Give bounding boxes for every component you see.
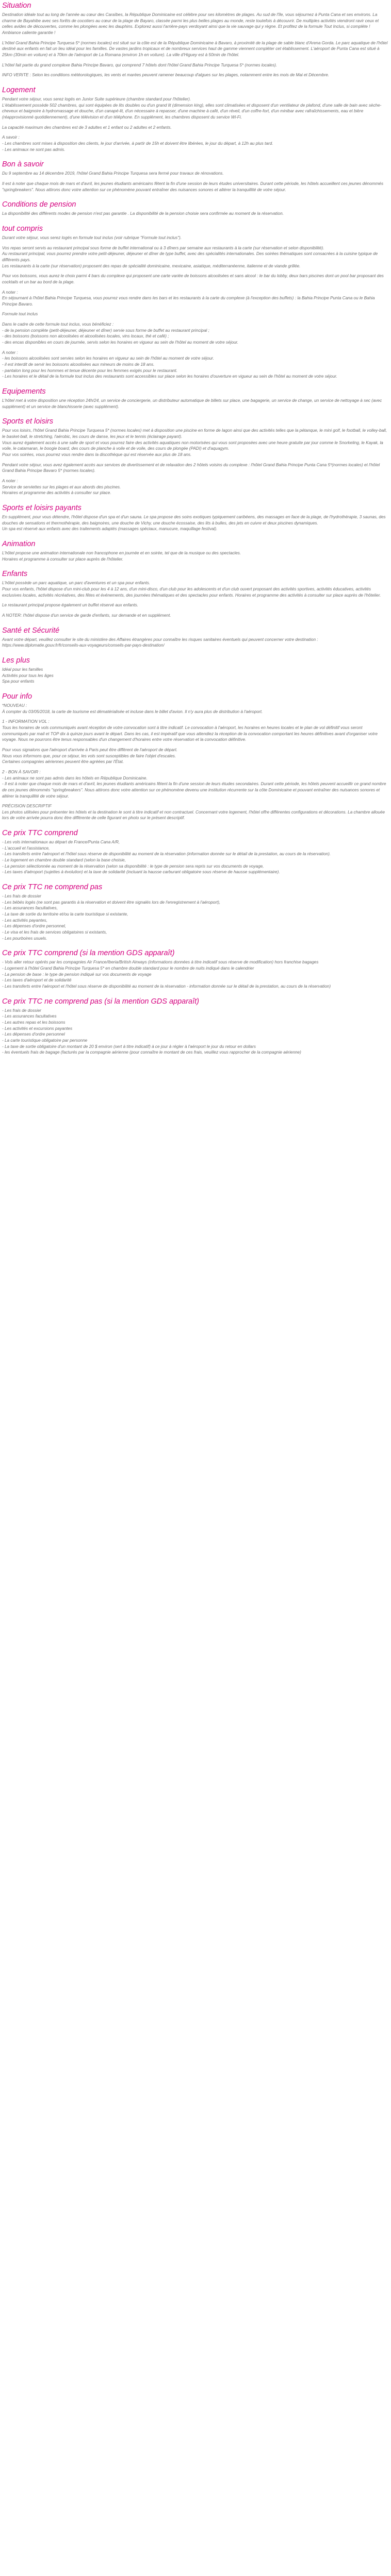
section-paragraph: Pour vos loisirs, l'hôtel Grand Bahia Principe Turquesa 5* (normes locales) met à disposition une piscine en forme de lagon ainsi que des activités telles que la pétanque, le mini golf, le football, le volley-ball, le basket-ball, le stretching, l'aérobic, les cours de danse, les jeux et le tennis (éclairage payant). Vous aurez également accès à une salle de sport et vous pourrez faire des activités aquatiques non motorisées qui vous sont proposées avec une heure gratuite par jour comme le Snorkeling, le Kayak, la voile, le catamaran, le boogie board, des cours de planche à voile et de voile, des cours de plongée (PADI) et d'aquagym. Pour vos soirées, vous pourrez vous rendre dans la discothèque qui est réservée aux plus de 18 ans.: [2, 428, 387, 457]
section: [2, 160, 389, 193]
section-paragraph: Pour vos boissons, vous aurez le choix parmi 4 bars du complexe qui proposent une carte variée de boissons alcoolisées et sans alcool : le bar du lobby, deux bars piscines dont un pool bar proposant des cocktails et un bar au bord de la plage.: [2, 274, 384, 284]
section-heading: Situation: [2, 2, 31, 10]
section-paragraph: Pendant votre séjour, vous avez également accès aux services de divertissement et de relaxation des 2 hôtels voisins du complexe : l'hôtel Grand Bahia Principe Punta Cana 5*(normes locales) et l'hôtel Grand Bahia Principe Bavaro 5* (normes locales).: [2, 462, 380, 473]
section-heading: Ce prix TTC ne comprend pas (si la mention GDS apparaît): [2, 997, 199, 1006]
section-paragraph: L'hôtel propose une animation internationale non francophone en journée et en soirée, tel que de la musique ou des spectacles. Horaires et programme à consulter sur place auprès de l'hôtelier.: [2, 551, 241, 562]
section-paragraph: A noter : - les boissons alcoolisées sont servies selon les horaires en vigueur au sein de l'hôtel au moment de votre séjour. - il est interdit de servir les boissons alcoolisées aux mineurs de moins de 18 ans. - pantalon long pour les hommes et tenue décente pour les femmes exigés pour le restaurant. - Les horaires et le détail de la formule tout inclus des restaurants sont accessibles sur place selon les horaires d'ouverture en vigueur au sein de l'hôtel au moment de votre séjour.: [2, 350, 337, 379]
section-heading: Sports et loisirs payants: [2, 503, 82, 512]
section-paragraph: La disponibilité des différents modes de pension n'est pas garantie . La disponibilité de la pension choisie sera confirmée au moment de la réservation.: [2, 211, 284, 216]
section-heading: Conditions de pension: [2, 200, 76, 209]
section-paragraph: L'hôtel Grand Bahia Principe Turquesa 5* (normes locales) est situé sur la côte est de la République Dominicaine à Bavaro, à proximité de la plage de sable blanc d'Arena Gorda. Le parc aquatique de l'hôtel destiné aux enfants en fait un lieu idéal pour les familles. De vastes jardins tropicaux et de nombreux services haut de gamme viennent compléter cet établissement. L'aéroport de Punta Cana est situé à 25km (30min en voiture) et à 70km de l'aéroport de La Romana (environ 1h en voiture). La ville d'Higuey est à 50min de l'hôtel.: [2, 40, 388, 57]
section-paragraph: La capacité maximum des chambres est de 3 adultes et 1 enfant ou 2 adultes et 2 enfants.: [2, 125, 172, 130]
section-heading: Ce prix TTC comprend (si la mention GDS apparaît): [2, 949, 175, 958]
section-paragraph: Vos repas seront servis au restaurant principal sous forme de buffet international ou à 3 dîners par semaine aux restaurants à la carte (sur réservation et selon disponibilité). Au restaurant principal, vous pourrez prendre votre petit-déjeuner, déjeuner et dîner de type buffet, avec des spécialités internationales. Des soirées thématiques sont consacrées à la cuisine typique de différents pays. Les restaurants à la carte (sur réservation) proposent des repas de spécialité dominicaine, mexicaine, asiatique, méditerranéenne, italienne et de viande grillée.: [2, 245, 378, 268]
section: [2, 883, 389, 941]
section: [2, 626, 389, 649]
section: [2, 692, 389, 821]
section-heading: Bon à savoir: [2, 160, 44, 169]
hotel-description-document: [0, 0, 391, 1068]
section-paragraph: A noter : En séjournant à l'hôtel Bahia Principe Turquesa, vous pourrez vous rendre dans les bars et les restaurants à la carte du complexe (à l'exception des buffets) : la Bahia Principe Punta Cana ou le Bahia Principe Bavaro.: [2, 290, 375, 307]
section-heading: Ce prix TTC comprend: [2, 829, 78, 838]
section-paragraph: Pour vous signalons que l'aéroport d'arrivée à Paris peut être différent de l'aéroport de départ. Nous vous informons que, pour ce séjour, les vols sont susceptibles de faire l'objet d'escales. Certaines compagnies aériennes peuvent être agréées par l'État.: [2, 748, 178, 765]
section-heading: Sports et loisirs: [2, 417, 54, 426]
section-heading: Equipements: [2, 387, 46, 396]
section: [2, 503, 389, 532]
section-heading: Les plus: [2, 656, 30, 665]
section-heading: Animation: [2, 539, 36, 548]
section-paragraph: Destination idéale tout au long de l'année au cœur des Caraïbes, la République Dominicaine est célèbre pour ses kilomètres de plages. Au sud de l'île, vous séjournez à Punta Cana et ses environs. La charme de Bayahibe avec ses forêts de cocotiers au cœur de la plage de Bayaro, classée parmi les plus belles plages au monde, reste toutefois à découvrir. De multiples activités viendront ravir ceux et celles avides de découvertes, comme les plongées avec les dauphins. Explorez aussi l'arrière-pays verdoyant ainsi que la vie sauvage qui y règne. Et profitez de la formule Tout Inclus, si complète ! Ambiance caliente garantie !: [2, 12, 379, 36]
section: [2, 828, 389, 875]
section: [2, 569, 389, 618]
section-paragraph: Formule tout inclus: [2, 312, 38, 317]
section-heading: tout compris: [2, 224, 43, 233]
section-paragraph: Il est à noter que chaque mois de mars et d'avril, les jeunes étudiants américains fêtent la fin d'une session de leurs études universitaires. Durant cette période, les hôtels accueillent ces jeunes dénommés "springbreakers". Nous attirons donc votre attention sur ce phénomène pouvant entraîner des nuisances sonores et altérer la tranquillité de votre séjour.: [2, 181, 384, 192]
section: [2, 656, 389, 685]
section-heading: Enfants: [2, 570, 28, 579]
section: [2, 224, 389, 380]
section-paragraph: 1 - INFORMATION VOL : Tous les horaires de vols communiqués avant réception de votre convocation sont à titre indicatif. Le convocation à l'aéroport, les horaires en heures locales et le plan de vol définitif vous seront communiqués par mail et TOP dix à quinze jours avant le départ. Dans les cas, il est impératif que vous attendiez la réception de la convocation comportant les heures définitives avant d'organiser votre voyage. Nous ne pourrons être tenus responsables d'un changement d'horaires entre votre réservation et la convocation définitive.: [2, 719, 378, 742]
section-paragraph: - Les vols internationaux au départ de France/Punta Cana A/R, - L'accueil et l'assistance, - Les transferts entre l'aéroport et l'hôtel sous réserve de disponibilité au moment de la réservation (information donnée sur le détail de la prestation, au cours de la réservation). - Le logement en chambre double standard (selon la base choisie, - La pension sélectionnée au moment de la réservation (selon sa disponibilité : le type de pension sera repris sur vos documents de voyage, - Les taxes d'aéroport (sujettes à évolution) et la taxe de solidarité (incluant la hausse carburant obligatoire sous réserve de hausse supplémentaire).: [2, 840, 331, 875]
section: [2, 86, 389, 152]
section-paragraph: - Les frais de dossier - Les assurances facultatives - Les autres repas et les boissons - Les activités et excursions payantes - Les dépenses d'ordre personnel - La carte touristique obligatoire par personne - La taxe de sortie obligatoire d'un montant de 20 $ environ (sert à titre indicatif) à ce jour à régler à l'aéroport le jour du retour en dollars - les éventuels frais de bagage (facturés par la compagnie aérienne (pour connaître le montant de ces frais, veuillez vous rapprocher de la compagnie aérienne): [2, 1008, 301, 1055]
section-paragraph: A noter : Service de serviettes sur les plages et aux abords des piscines. Horaires et programme des activités à consulter sur place.: [2, 478, 121, 496]
section-paragraph: A savoir : - Les chambres sont mises à disposition des clients, le jour d'arrivée, à partir de 15h et doivent être libérées, le jour du départ, à 12h au plus tard. - Les animaux ne sont pas admis.: [2, 135, 273, 152]
section-paragraph: En supplément, pour vous détendre, l'hôtel dispose d'un spa et d'un sauna. Le spa propose des soins exotiques typiquement caribéens, des massages en face de la plage, de l'hydrothérapie, 3 saunas, des douches de sensations et thermothérapie, des baignoires, une douche de Vichy, une douche écossaise, des lits à bulles, des jets en cuivre et deux piscines dynamiques. Un spa est réservé aux enfants avec des traitements adaptés (massages spéciaux, manucure, maquillage festival).: [2, 514, 386, 532]
section: [2, 387, 389, 410]
section-paragraph: A NOTER: l'hôtel dispose d'un service de garde d'enfants, sur demande et en supplément.: [2, 613, 171, 618]
section-paragraph: - Vols aller retour opérés par les compagnies Air France/Iberia/British Airways (informations données à titre indicatif sous réserve de modification) hors franchise bagages - Logement à l'hôtel Grand Bahia Principe Turquesa 5* en chambre double standard pour le nombre de nuits indiqué dans le calendrier - La pension de base : le type de pension indiqué sur vos documents de voyage - Les taxes d'aéroport et de solidarité - Les transferts entre l'aéroport et l'hôtel sous réserve de disponibilité au moment de la réservation - information donnée sur le détail de la prestation, au cours de la réservation): [2, 960, 331, 989]
section-paragraph: INFO VERITE : Selon les conditions météorologiques, les vents et marées peuvent ramener beaucoup d'algues sur les plages, notamment entre les mois de Mai et Décembre.: [2, 73, 330, 78]
section-paragraph: Idéal pour les familles Activités pour tous les âges Spa pour enfants: [2, 667, 54, 684]
section: [2, 948, 389, 989]
section-heading: Ce prix TTC ne comprend pas: [2, 883, 103, 892]
section: [2, 539, 389, 562]
section-paragraph: PRÉCISION DESCRIPTIF Les photos utilisées pour présenter les hôtels et la destination le sont à titre indicatif et non contractuel. Concernant votre logement, l'hôtel offre différentes configurations et décorations. La chambre allouée lors de votre arrivée pourra donc être différente de celle figurant en photo sur le présent descriptif.: [2, 804, 385, 821]
section-heading: Santé et Sécurité: [2, 626, 60, 635]
section-paragraph: L'hôtel fait partie du grand complexe Bahia Principe Bavaro, qui comprend 7 hôtels dont l'hôtel Grand Bahia Principe Turquesa 5* (normes locales).: [2, 62, 278, 67]
section-paragraph: Pendant votre séjour, vous serez logés en Junior Suite supérieure (chambre standard pour l'hôtelier). L'établissement possède 502 chambres, qui sont équipées de lits doubles ou d'un grand lit (dimension king), elles sont climatisées et disposent d'un ventilateur de plafond, d'une salle de bain avec sèche-cheveux et baignoire à hydromassage et douche, d'un canapé-lit, d'un nécessaire à repasser, d'une machine à café, d'un réveil, d'un coffre-fort, d'un minibar avec rafraîchissements, eau et bière (réapprovisionné quotidiennement), d'une télévision et d'un téléphone. En supplément, les chambres disposent du service Wi-Fi.: [2, 97, 382, 120]
section: [2, 997, 389, 1056]
section-paragraph: L'hôtel met à votre disposition une réception 24h/24, un service de conciergerie, un distributeur automatique de billets sur place, une bagagerie, un service de change, un service de nettoyage à sec (avec supplément) et un service de blanchisserie (avec supplément).: [2, 398, 382, 409]
section-paragraph: Avant votre départ, veuillez consulter le site du ministère des Affaires étrangères pour connaître les risques sanitaires éventuels qui peuvent concerner votre destination : https://www.diplomatie.gouv.fr/fr/conseils-aux-voyageurs/conseils-par-pays-destination/: [2, 637, 318, 648]
section-paragraph: Dans le cadre de cette formule tout inclus, vous bénéficiez : - de la pension complète (petit-déjeuner, déjeuner et dîner) servie sous forme de buffet au restaurant principal ; - des boissons (boissons non alcoolisées et alcoolisées locales, vins locaux, thé et café) ; - des encas disponibles en cours de journée, servis selon les horaires en vigueur au sein de l'hôtel au moment de votre séjour.: [2, 322, 239, 345]
section-paragraph: Du 9 septembre au 14 décembre 2019, l'hôtel Grand Bahia Principe Turquesa sera fermé pour travaux de rénovations.: [2, 171, 224, 176]
section-heading: Logement: [2, 86, 36, 94]
section-paragraph: Durant votre séjour, vous serez logés en formule tout inclus (voir rubrique "Formule tout inclus").: [2, 235, 182, 241]
section-heading: Pour info: [2, 692, 32, 701]
section-paragraph: 2 - BON À SAVOIR : - Les animaux ne sont pas admis dans les hôtels en République Dominicaine. - Il est à noter que chaque mois de mars et d'avril, les jeunes étudiants américains fêtent la fin d'une session de leurs études secondaires. Durant cette période, les hôtels peuvent accueillir ce grand nombre de ces jeunes dénommés "springbreakers". Nous attirons donc votre attention sur ce phénomène devenu une institution récurrente sur la côte Dominicaine et pouvant entraîner des nuisances sonores et altérer la tranquillité de votre séjour.: [2, 769, 386, 799]
section-paragraph: Le restaurant principal propose également un buffet réservé aux enfants.: [2, 603, 138, 608]
section: [2, 1, 389, 78]
section-paragraph: L'hôtel possède un parc aquatique, un parc d'aventures et un spa pour enfants. Pour vos enfants, l'hôtel dispose d'un mini-club pour les 4 à 12 ans, d'un mini-disco, d'un club pour les adolescents et d'un club ouvert proposant des activités sportives, activités éducatives, activités exclusives locales, activités récréatives, des fêtes et événements, des journées thématiques et des spectacles pour enfants. Horaires et programme des activités à consulter sur place auprès de l'hôtelier.: [2, 581, 381, 598]
section: [2, 417, 389, 496]
section-paragraph: *NOUVEAU : À compter du 03/05/2018, la carte de tourisme est dématérialisée et incluse dans le billet d'avion. Il n'y aura plus de distribution à l'aéroport.: [2, 703, 263, 714]
section: [2, 200, 389, 217]
section-paragraph: - Les frais de dossier - Les bébés logés (ne sont pas garantis à la réservation et doivent être signalés lors de l'enregistrement à l'aéroport), - Les assurances facultatives, - La taxe de sortie du territoire et/ou la carte touristique si existante, - Les activités payantes, - Les dépenses d'ordre personnel, - Le visa et les frais de services obligatoires si existants, - Les pourboires usuels.: [2, 894, 221, 941]
